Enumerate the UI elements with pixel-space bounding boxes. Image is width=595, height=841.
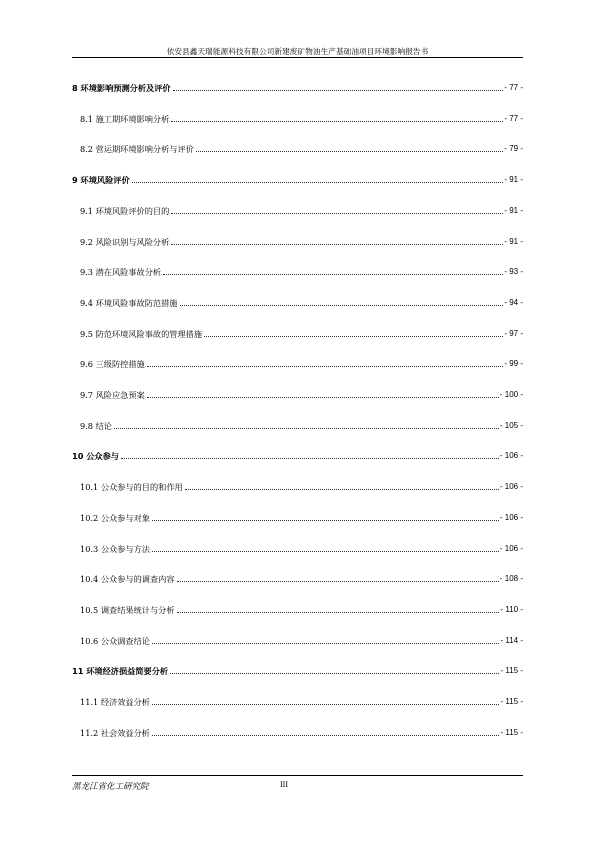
toc-section-entry[interactable] (72, 695, 523, 707)
toc-entry-title: 10.1 公众参与的目的和作用 (80, 482, 183, 493)
dot-leader (152, 642, 500, 644)
toc-entry-title: 10 公众参与 (72, 451, 119, 462)
toc-entry-page: - 105 - (499, 420, 523, 430)
toc-entry-page: - 79 - (504, 144, 523, 154)
toc-entry-title: 9.3 潜在风险事故分析 (80, 267, 162, 278)
toc-entry-title: 11 环境经济损益简要分析 (72, 666, 169, 677)
toc-entry-page: - 94 - (504, 297, 523, 307)
dot-leader (152, 703, 500, 705)
toc-section-entry[interactable] (72, 142, 523, 154)
toc-entry-title: 10.6 公众调查结论 (80, 635, 150, 646)
dot-leader (173, 89, 504, 91)
dot-leader (177, 580, 499, 582)
toc-section-entry[interactable] (72, 511, 523, 523)
dot-leader (180, 304, 504, 306)
dot-leader (147, 365, 504, 367)
toc-entry-page: - 114 - (500, 635, 523, 645)
toc-entry-title: 9.5 防范环境风险事故的管理措施 (80, 328, 203, 339)
dot-leader (152, 519, 499, 521)
toc-section-entry[interactable] (72, 572, 523, 584)
toc-entry-page: - 106 - (499, 482, 523, 492)
footer-organization: 黑龙江省化工研究院 (72, 782, 149, 792)
toc-entry-page: - 115 - (500, 666, 523, 676)
dot-leader (171, 212, 503, 214)
toc-entry-page: - 77 - (504, 83, 523, 92)
toc-section-entry[interactable] (72, 419, 523, 431)
toc-section-entry[interactable] (72, 388, 523, 400)
toc-section-entry[interactable] (72, 357, 523, 369)
footer-rule (72, 775, 523, 776)
dot-leader (171, 120, 503, 122)
dot-leader (121, 457, 499, 459)
toc-entry-page: - 93 - (504, 267, 523, 277)
toc-entry-title: 9.8 结论 (80, 420, 112, 431)
dot-leader (147, 396, 499, 398)
toc-chapter-entry[interactable] (72, 449, 523, 461)
toc-entry-title: 11.2 社会效益分析 (80, 727, 150, 738)
toc-entry-title: 8.2 营运期环境影响分析与评价 (80, 144, 194, 155)
dot-leader (171, 243, 503, 245)
dot-leader (152, 550, 499, 552)
toc-entry-title: 10.3 公众参与方法 (80, 543, 150, 554)
toc-chapter-entry[interactable] (72, 664, 523, 676)
dot-leader (185, 488, 499, 490)
dot-leader (170, 672, 499, 674)
toc-entry-page: - 115 - (500, 697, 523, 706)
toc-entry-page: - 77 - (504, 113, 523, 123)
toc-entry-page: - 91 - (504, 236, 523, 246)
toc-entry-title: 9.7 风险应急预案 (80, 390, 145, 400)
toc-entry-page: - 91 - (504, 205, 523, 215)
toc-section-entry[interactable] (72, 265, 523, 277)
toc-entry-page: - 100 - (499, 390, 523, 399)
toc-entry-title: 10.5 调查结果统计与分析 (80, 604, 175, 615)
toc-entry-page: - 99 - (504, 359, 523, 369)
toc-section-entry[interactable] (72, 327, 523, 339)
toc-section-entry[interactable] (72, 603, 523, 615)
toc-entry-page: - 115 - (500, 727, 523, 737)
dot-leader (152, 734, 500, 736)
toc-section-entry[interactable] (72, 296, 523, 308)
header-rule (72, 57, 523, 58)
toc-section-entry[interactable] (72, 726, 523, 738)
toc-chapter-entry[interactable] (72, 173, 523, 185)
toc-entry-title: 9.1 环境风险评价的目的 (80, 205, 170, 216)
page-header: 依安县鑫天瑞能源科技有限公司新建废矿物油生产基础油项目环境影响报告书 (166, 47, 429, 56)
dot-leader (114, 427, 499, 429)
toc-entry-title: 8 环境影响预测分析及评价 (72, 83, 171, 93)
toc-entry-page: - 110 - (500, 604, 523, 614)
toc-entry-title: 11.1 经济效益分析 (80, 697, 150, 707)
toc-entry-title: 9 环境风险评价 (72, 175, 130, 186)
toc-entry-page: - 106 - (499, 451, 523, 461)
toc-entry-page: - 108 - (499, 574, 523, 584)
toc-entry-page: - 106 - (499, 512, 523, 522)
toc-entry-page: - 97 - (504, 328, 523, 338)
toc-section-entry[interactable] (72, 480, 523, 492)
toc-entry-title: 10.4 公众参与的调查内容 (80, 574, 175, 585)
toc-section-entry[interactable] (72, 112, 523, 124)
toc-section-entry[interactable] (72, 204, 523, 216)
toc-entry-title: 9.6 三级防控措施 (80, 359, 145, 370)
dot-leader (163, 273, 503, 275)
dot-leader (177, 611, 500, 613)
toc-entry-title: 9.2 风险识别与风险分析 (80, 236, 170, 247)
footer-page-number: III (280, 780, 288, 789)
toc-chapter-entry[interactable] (72, 81, 523, 93)
toc-entry-title: 10.2 公众参与对象 (80, 512, 150, 523)
dot-leader (132, 181, 504, 183)
dot-leader (196, 150, 503, 152)
toc-entry-page: - 91 - (504, 175, 523, 185)
toc-entry-page: - 106 - (499, 543, 523, 553)
toc-entry-title: 9.4 环境风险事故防范措施 (80, 297, 178, 308)
toc-entry-title: 8.1 施工期环境影响分析 (80, 113, 170, 124)
toc-section-entry[interactable] (72, 634, 523, 646)
toc-section-entry[interactable] (72, 542, 523, 554)
toc-section-entry[interactable] (72, 235, 523, 247)
dot-leader (204, 335, 503, 337)
